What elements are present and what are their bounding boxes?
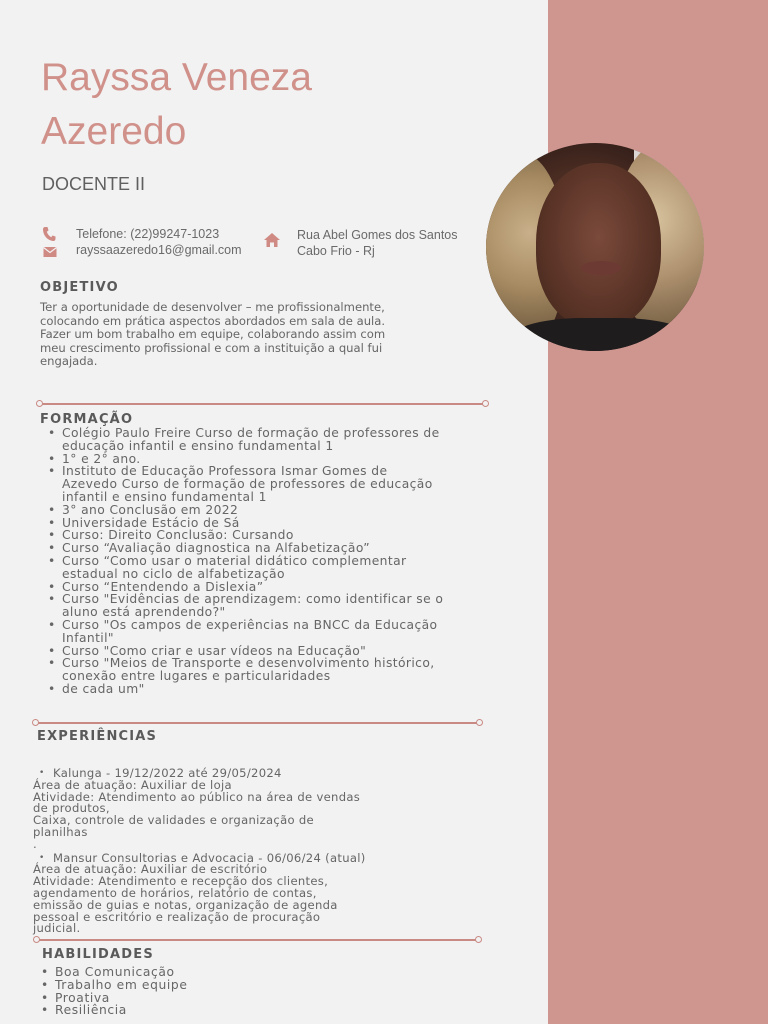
experience-line: de produtos, — [33, 801, 110, 816]
experience-item — [33, 850, 413, 936]
experience-item — [33, 768, 413, 851]
formacao-item: • Curso "Os campos de experiências na BNCC da Educação Infantil" — [40, 619, 510, 645]
address-line-2: Cabo Frio - Rj — [297, 244, 375, 258]
formacao-list — [40, 427, 510, 696]
formacao-item: • Instituto de Educação Professora Ismar Gomes de Azevedo Curso de formação de professores de educação infantil e ensino fundamental 1 — [40, 465, 510, 503]
experience-line: Atividade: Atendimento ao público na área de vendas — [33, 789, 361, 804]
skill-item: • Proativa — [39, 992, 187, 1005]
home-icon — [263, 232, 281, 248]
experience-line: Caixa, controle de validades e organização de — [33, 813, 314, 828]
name-line-2: Azeredo — [41, 110, 187, 153]
mail-icon — [43, 246, 57, 258]
phone-text: Telefone: (22)99247-1023 — [76, 227, 220, 241]
formacao-item: • Curso: Direito Conclusão: Cursando — [40, 529, 510, 542]
divider — [42, 403, 483, 405]
skill-item: • Boa Comunicação — [39, 966, 187, 979]
job-title: DOCENTE II — [42, 174, 146, 194]
objetivo-text: Ter a oportunidade de desenvolver – me profissionalmente, colocando em prática aspectos abordados em sala de aula. Fazer um bom trabalho em equipe, colaborando assim com meu crescimento profissional e com a instituição a qual fui engajada. — [40, 300, 386, 369]
habilidades-heading: HABILIDADES — [42, 947, 154, 962]
email-text: rayssaazeredo16@gmail.com — [76, 243, 242, 257]
formacao-item: • Universidade Estácio de Sá — [40, 517, 510, 530]
profile-photo — [486, 143, 704, 351]
divider — [39, 939, 476, 941]
experience-line: emissão de guias e notas, organização de agenda — [33, 897, 338, 912]
formacao-item: • 1° e 2° ano. — [40, 453, 510, 466]
formacao-item: • Curso "Como criar e usar vídeos na Educação" — [40, 645, 510, 658]
experience-line: . — [33, 836, 37, 851]
objetivo-heading: OBJETIVO — [40, 280, 119, 295]
phone-icon — [42, 226, 56, 242]
skill-item: • Resiliência — [39, 1004, 187, 1017]
formacao-item: • 3° ano Conclusão em 2022 — [40, 504, 510, 517]
name-line-1: Rayssa Veneza — [41, 56, 313, 99]
experience-line: judicial. — [33, 921, 81, 936]
experience-line: Área de atuação: Auxiliar de loja — [33, 777, 232, 792]
formacao-heading: FORMAÇÃO — [40, 412, 134, 427]
formacao-item: • Curso “Entendendo a Dislexia” — [40, 581, 510, 594]
divider — [38, 722, 477, 724]
experience-heading: • Mansur Consultorias e Advocacia - 06/06/24 (atual) — [33, 853, 413, 865]
formacao-item: • Curso "Evidências de aprendizagem: como identificar se o aluno está aprendendo?" — [40, 593, 510, 619]
experiencias-list — [33, 768, 413, 935]
experience-line: pessoal e escritório e realização de procuração — [33, 909, 321, 924]
formacao-item: • de cada um" — [40, 683, 510, 696]
formacao-item: • Curso "Meios de Transporte e desenvolvimento histórico, conexão entre lugares e particularidades — [40, 657, 510, 683]
experiencias-heading: EXPERIÊNCIAS — [37, 729, 158, 744]
experience-line: Área de atuação: Auxiliar de escritório — [33, 862, 268, 877]
habilidades-list — [39, 966, 187, 1017]
experience-line: agendamento de horários, relatório de contas, — [33, 885, 317, 900]
skill-item: • Trabalho em equipe — [39, 979, 187, 992]
experience-line: planilhas — [33, 824, 88, 839]
formacao-item: • Curso “Como usar o material didático complementar estadual no ciclo de alfabetização — [40, 555, 510, 581]
experience-heading: • Kalunga - 19/12/2022 até 29/05/2024 — [33, 768, 413, 780]
address-line-1: Rua Abel Gomes dos Santos — [297, 228, 458, 242]
experience-line: Atividade: Atendimento e recepção dos clientes, — [33, 874, 329, 889]
formacao-item: • Colégio Paulo Freire Curso de formação de professores de educação infantil e ensino fundamental 1 — [40, 427, 510, 453]
formacao-item: • Curso “Avaliação diagnostica na Alfabetização” — [40, 542, 510, 555]
